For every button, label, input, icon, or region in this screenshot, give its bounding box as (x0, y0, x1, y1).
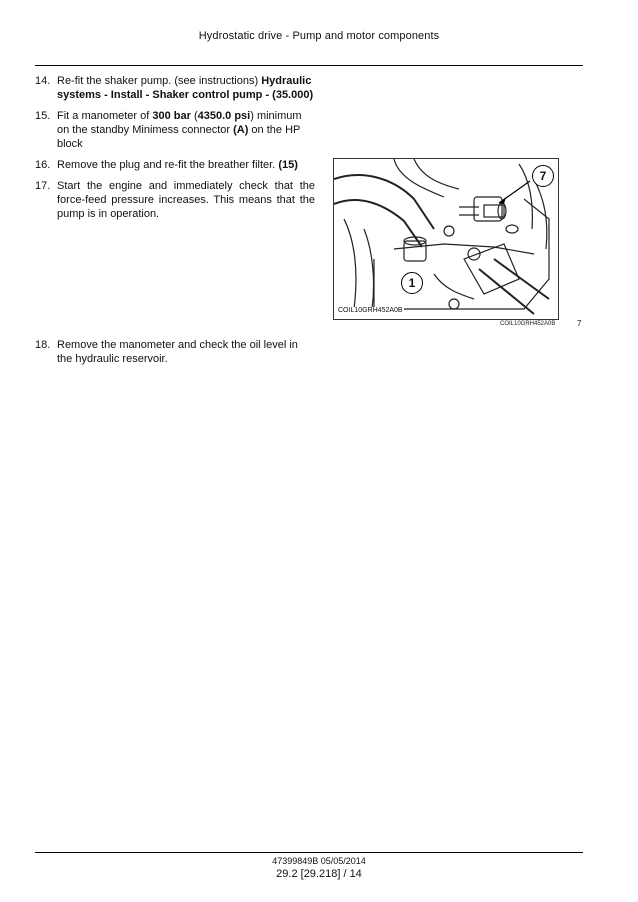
figure-caption-number: 7 (577, 319, 582, 328)
step-18 (35, 338, 315, 366)
step-number: 18. (35, 339, 51, 351)
step-number: 15. (35, 110, 51, 122)
connector-label: (A) (233, 124, 249, 136)
callout-1 (401, 272, 423, 294)
step-text: Remove the plug and re-fit the breather filter. (57, 159, 279, 171)
pump-figure (333, 158, 559, 320)
footer-rule (35, 852, 583, 853)
figure-image-label: COIL10GRH452A0B (338, 307, 403, 314)
footer-doc-code: 47399849B 05/05/2014 (272, 856, 366, 866)
page-header-title: Hydrostatic drive - Pump and motor components (198, 30, 440, 42)
step-text: ) minimum on the standby Minimess connector (57, 110, 302, 136)
step-text: Re-fit the shaker pump. (see instructions) (57, 75, 262, 87)
procedure-steps (35, 74, 315, 228)
footer-page-number: 29.2 [29.218] / 14 (276, 868, 362, 880)
step-text: Fit a manometer of (57, 110, 153, 122)
step-text: ( (190, 110, 198, 122)
step-text: on the HP block (57, 124, 301, 150)
header-rule (35, 65, 583, 66)
step-text: Remove the manometer and check the oil level in the hydraulic reservoir. (57, 339, 298, 365)
step-number: 16. (35, 159, 51, 171)
callout-7-label: 7 (539, 169, 547, 183)
step-reference-link[interactable]: Hydraulic systems - Install - Shaker control pump - (35.000) (57, 75, 314, 101)
figure-caption-code: COIL10GRH452A0B (500, 321, 556, 327)
step-17 (35, 179, 315, 221)
pressure-bar-value: 300 bar (152, 110, 191, 122)
item-reference: (15) (278, 159, 298, 171)
step-16 (35, 158, 315, 172)
callout-7 (532, 165, 554, 187)
step-text: Start the engine and immediately check that the force-feed pressure increases. This means that the pump is in operation. (57, 180, 315, 220)
callout-1-label: 1 (408, 276, 416, 290)
step-number: 14. (35, 75, 51, 87)
pressure-psi-value: 4350.0 psi (197, 110, 251, 122)
step-14 (35, 74, 315, 102)
step-15 (35, 109, 315, 151)
step-number: 17. (35, 180, 51, 192)
pump-illustration (334, 159, 558, 319)
